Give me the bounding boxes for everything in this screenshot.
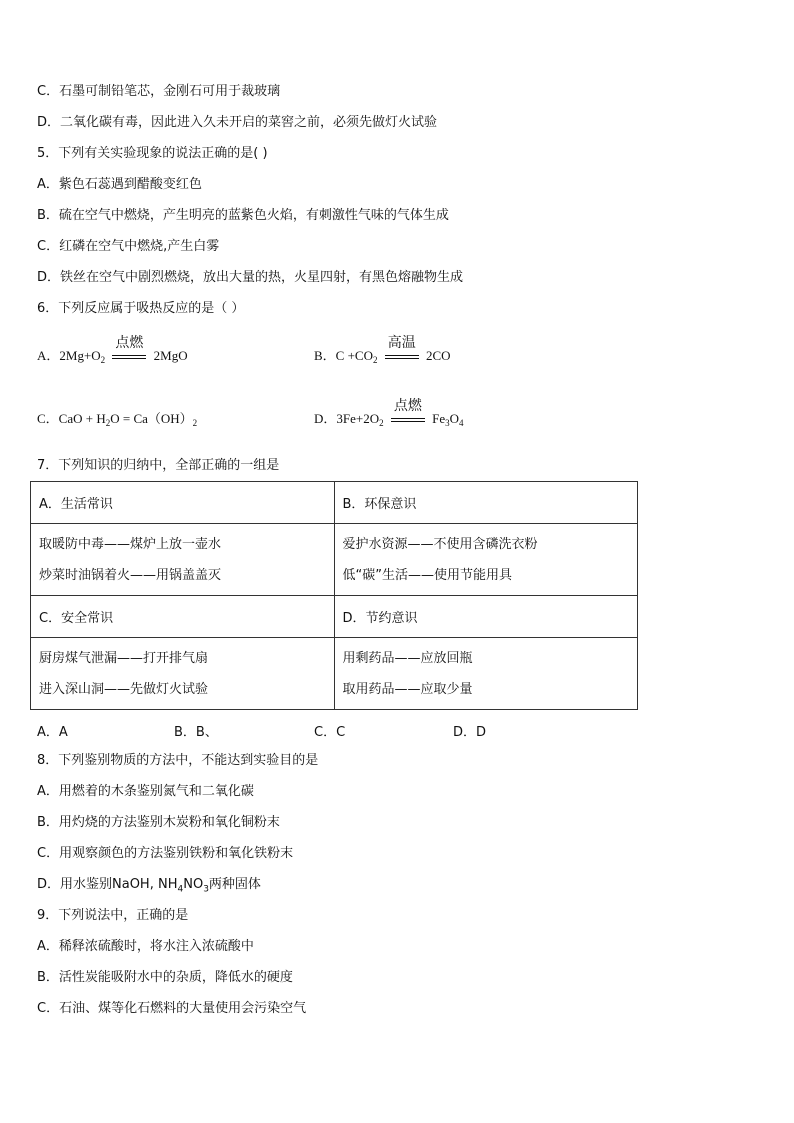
q8-option-c: C．用观察颜色的方法鉴别铁粉和氧化铁粉末 <box>37 846 294 861</box>
cell-d-body <box>334 638 638 710</box>
q7-option-b: B．B、 <box>174 725 218 740</box>
reaction-arrow: 点燃 <box>112 355 146 359</box>
q6-option-c: C．CaO + $H_2O = Ca(OH)_2$ <box>37 411 198 428</box>
question-9: 9．下列说法中，正确的是 <box>37 908 189 923</box>
cell-b-line-1: 爱护水资源——不使用含磷洗衣粉 <box>342 536 538 552</box>
question-8: 8．下列鉴别物质的方法中，不能达到实验目的是 <box>37 753 319 768</box>
cell-b-line-2: 低“碳”生活——使用节能用具 <box>342 567 512 583</box>
q8-option-b: B．用灼烧的方法鉴别木炭粉和氧化铜粉末 <box>37 815 280 830</box>
cell-c-line-2: 进入深山洞——先做灯火试验 <box>39 681 209 697</box>
question-5: 5．下列有关实验现象的说法正确的是( ) <box>37 146 268 161</box>
cell-b-body <box>334 524 638 596</box>
cell-a-heading: A．生活常识 <box>31 482 335 524</box>
q4-option-c: C．石墨可制铅笔芯，金刚石可用于裁玻璃 <box>37 84 281 99</box>
cell-c-line-1: 厨房煤气泄漏——打开排气扇 <box>39 650 209 666</box>
q9-option-c: C．石油、煤等化石燃料的大量使用会污染空气 <box>37 1001 307 1016</box>
cell-d-line-2: 取用药品——应取少量 <box>342 681 473 697</box>
q6-option-d: D．$3Fe+2O_2$ 点燃 $Fe_3O_4$ <box>314 398 464 428</box>
cell-c-body <box>31 638 335 710</box>
cell-c-heading: C．安全常识 <box>31 596 335 638</box>
question-7: 7．下列知识的归纳中，全部正确的一组是 <box>37 458 280 473</box>
q5-option-d: D．铁丝在空气中剧烈燃烧，放出大量的热，火星四射，有黑色熔融物生成 <box>37 270 464 285</box>
reaction-arrow: 高温 <box>385 355 419 359</box>
cell-a-line-2: 炒菜时油锅着火——用锅盖盖灭 <box>39 567 222 583</box>
cell-b-heading: B．环保意识 <box>334 482 638 524</box>
cell-a-body <box>31 524 335 596</box>
q9-option-a: A．稀释浓硫酸时，将水注入浓硫酸中 <box>37 939 254 954</box>
reaction-arrow: 点燃 <box>391 418 425 422</box>
q6-option-a: A．$2Mg+O_2$ 点燃 2MgO <box>37 335 188 365</box>
q7-option-d: D．D <box>453 725 487 740</box>
cell-d-heading: D．节约意识 <box>334 596 638 638</box>
cell-a-line-1: 取暖防中毒——煤炉上放一壶水 <box>39 536 222 552</box>
q4-option-d: D．二氧化碳有毒，因此进入久未开启的菜窖之前，必须先做灯火试验 <box>37 115 438 130</box>
cell-d-line-1: 用剩药品——应放回瓶 <box>342 650 473 666</box>
q5-option-a: A．紫色石蕊遇到醋酸变红色 <box>37 177 202 192</box>
q5-option-b: B．硫在空气中燃烧，产生明亮的蓝紫色火焰，有刺激性气味的气体生成 <box>37 208 449 223</box>
q6-option-b: B．$C +CO_2$ 高温 2CO <box>314 335 451 365</box>
q8-option-a: A．用燃着的木条鉴别氮气和二氧化碳 <box>37 784 254 799</box>
q8-option-d: D．用水鉴别NaOH, $NH_4NO_3$两种固体 <box>37 877 261 895</box>
question-6: 6．下列反应属于吸热反应的是（ ） <box>37 301 245 316</box>
q5-option-c: C．红磷在空气中燃烧,产生白雾 <box>37 239 220 254</box>
q9-option-b: B．活性炭能吸附水中的杂质，降低水的硬度 <box>37 970 293 985</box>
knowledge-table <box>30 481 638 710</box>
q7-option-c: C．C <box>314 725 346 740</box>
q7-option-a: A．A <box>37 725 68 740</box>
